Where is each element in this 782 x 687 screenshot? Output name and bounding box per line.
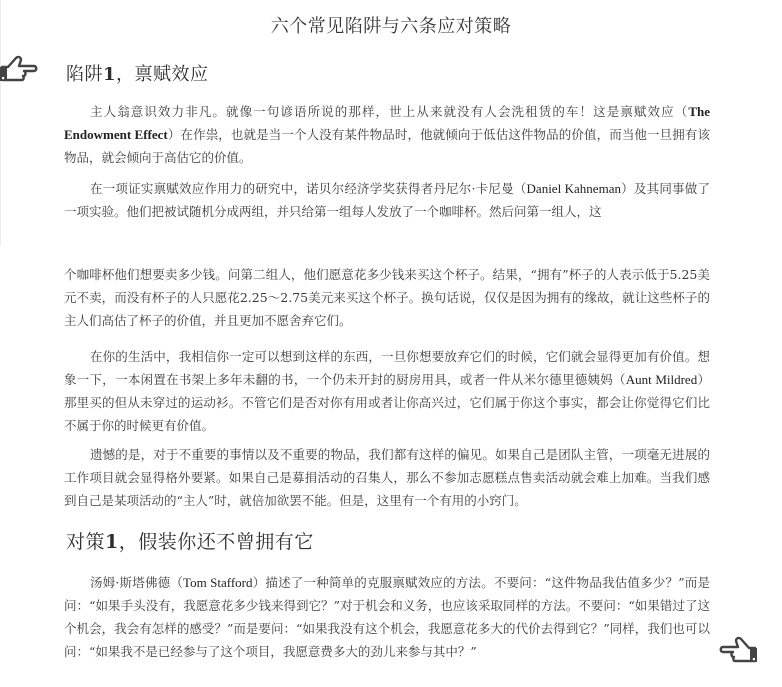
pointing-hand-right-icon [0, 55, 40, 87]
paragraph-kahneman-study [64, 177, 710, 223]
english-name: Tom Stafford [183, 575, 253, 590]
heading-prefix: 对策 [66, 531, 106, 553]
section-heading-trap-1 [66, 60, 209, 86]
paragraph-stafford-method [64, 571, 710, 663]
text: ）在作祟，也就是当一个人没有某件物品时，他就倾向于低估这件物品的价值，而当他一旦拥有该物品，就会倾向于高估它的价值。 [64, 127, 710, 165]
paragraph-your-life [64, 345, 710, 437]
english-term: The Endowment Effect [64, 104, 710, 142]
section-heading-strategy-1 [66, 527, 314, 554]
text: 在你的生活中，我相信你一定可以想到这样的东西，一旦你想要放弃它们的时候，它们就会显得更加有价值。想象一下，一本闲置在书架上多年未翻的书，一个仍未开封的厨房用具，或者一件从米尔德里德姨妈（ [64, 349, 710, 387]
document-title: 六个常见陷阱与六条应对策略 [270, 16, 512, 37]
english-name: Daniel Kahneman [526, 181, 621, 196]
english-name: Aunt Mildred [625, 372, 698, 387]
heading-number: 1 [103, 64, 117, 85]
heading-number: 1 [105, 531, 119, 553]
heading-prefix: 陷阱 [66, 64, 103, 85]
text: 主人翁意识效力非凡。就像一句谚语所说的那样，世上从来就没有人会洗租赁的车！这是禀赋效应（ [90, 104, 689, 119]
text: 汤姆·斯塔佛德（ [90, 575, 184, 590]
heading-suffix: ，禀赋效应 [116, 64, 209, 85]
heading-suffix: ，假装你还不曾拥有它 [118, 531, 314, 553]
paragraph-mug-results: 个咖啡杯他们想要卖多少钱。问第二组人，他们愿意花多少钱来买这个杯子。结果，“拥有”杯子的人表示低于5.25美元不卖，而没有杯子的人只愿花2.25～2.75美元来买这个杯子。换句话说，仅仅是因为拥有的缘故，就让这些杯子的主人们高估了杯子的价值，并且更加不愿舍弃它们。 [64, 267, 710, 328]
text: 在一项证实禀赋效应作用力的研究中，诺贝尔经济学奖获得者丹尼尔·卡尼曼（ [90, 181, 527, 196]
text: ）及其同事做了一项实验。他们把被试随机分成两组，并只给第一组每人发放了一个咖啡杯。然后问第一组人，这 [64, 181, 710, 219]
pointing-hand-left-icon [717, 636, 757, 668]
text: ）那里买的但从未穿过的运动衫。不管它们是否对你有用或者让你高兴过，它们属于你这个事实，都会让你觉得它们比不属于你的时候更有价值。 [64, 372, 710, 433]
text: ）描述了一种简单的克服禀赋效应的方法。不要问：“这件物品我估值多少？”而是问：“如果手头没有，我愿意花多少钱来得到它？”对于机会和义务，也应该采取同样的方法。不要问：“如果错过了这个机会，我会有怎样的感受？”而是要问：“如果我没有这个机会，我愿意花多大的代价去得到它？”同样，我们也可以问：“如果我不是已经参与了这个项目，我愿意费多大的劲儿来参与其中？” [64, 575, 710, 659]
paragraph-bias: 遗憾的是，对于不重要的事情以及不重要的物品，我们都有这样的偏见。如果自己是团队主管，一项毫无进展的工作项目就会显得格外要紧。如果自己是募捐活动的召集人，那么不参加志愿糕点售卖活动就会难上加难。当我们感到自己是某项活动的“主人”时，就倍加欲罢不能。但是，这里有一个有用的小窍门。 [64, 447, 710, 508]
paragraph-endowment-intro [64, 100, 710, 169]
